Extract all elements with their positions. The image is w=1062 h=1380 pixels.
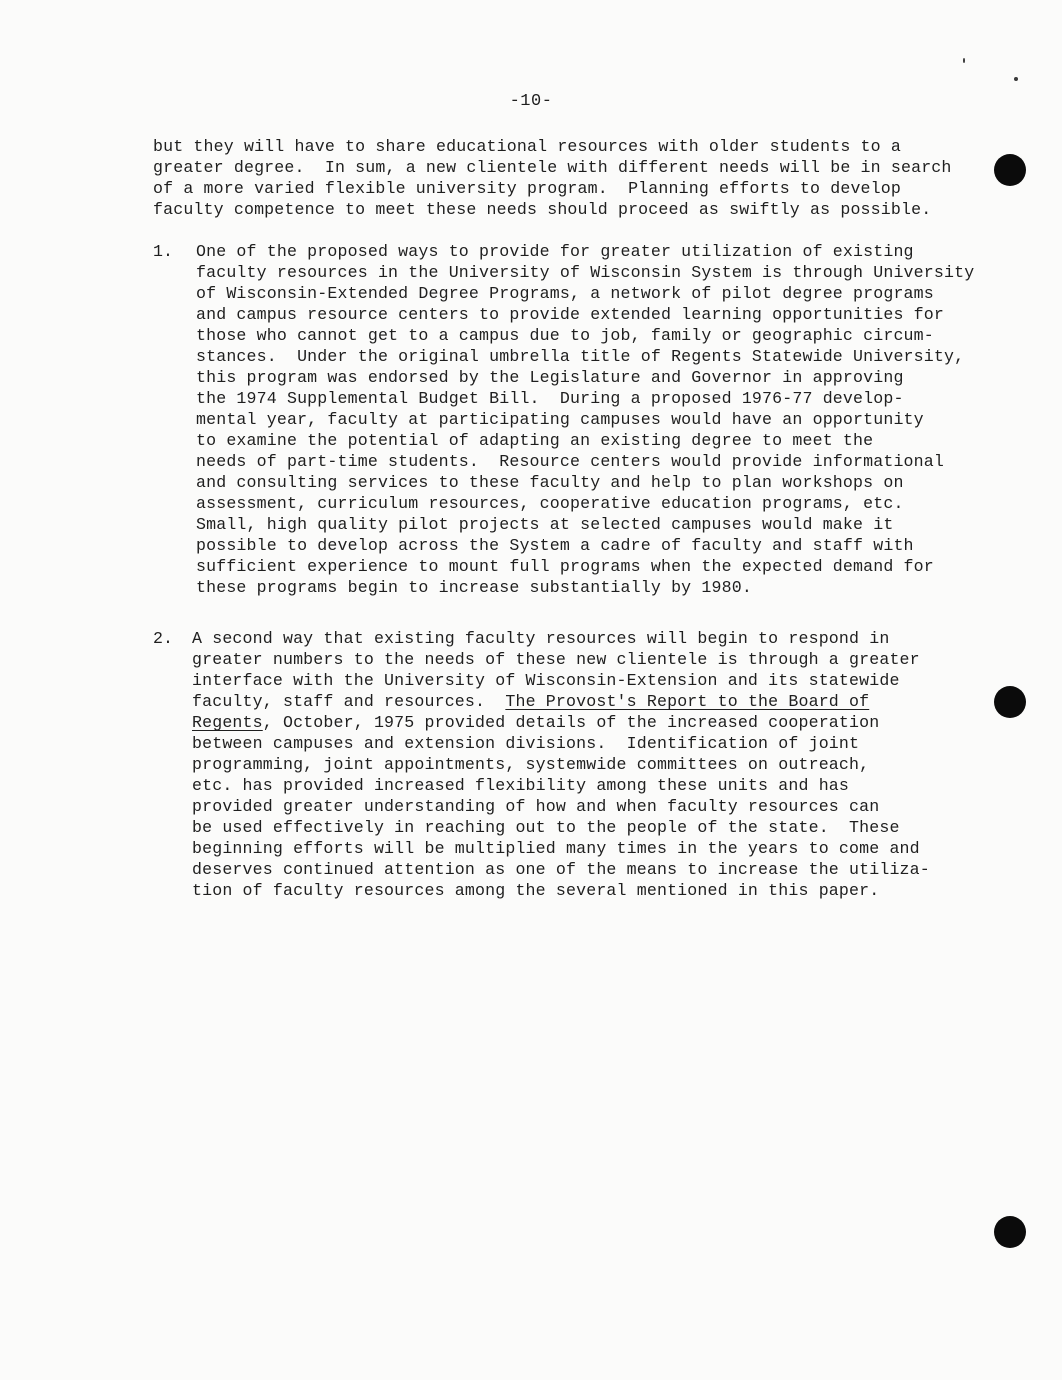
list-item-line: assessment, curriculum resources, cooperative education programs, etc. (196, 494, 904, 513)
list-item-line: possible to develop across the System a cadre of faculty and staff with (196, 536, 914, 555)
list-item-line: mental year, faculty at participating campuses would have an opportunity (196, 410, 924, 429)
list-item-line: Small, high quality pilot projects at selected campuses would make it (196, 515, 894, 534)
list-item-line (192, 691, 869, 712)
list-item-line: this program was endorsed by the Legislature and Governor in approving (196, 368, 904, 387)
punch-hole (994, 1216, 1026, 1248)
list-item-number: 2. (153, 629, 173, 648)
scan-speck (1014, 77, 1018, 81)
list-item-line: faculty resources in the University of Wisconsin System is through University (196, 263, 975, 282)
list-item-line: of Wisconsin-Extended Degree Programs, a network of pilot degree programs (196, 284, 934, 303)
list-item-line: needs of part-time students. Resource centers would provide informational (196, 452, 944, 471)
list-item-line: and consulting services to these faculty and help to plan workshops on (196, 473, 904, 492)
punch-hole (994, 686, 1026, 718)
list-item-line: etc. has provided increased flexibility among these units and has (192, 776, 850, 795)
list-item-number: 1. (153, 242, 173, 261)
list-item-line: beginning efforts will be multiplied many times in the years to come and (192, 839, 920, 858)
list-item-line: sufficient experience to mount full programs when the expected demand for (196, 557, 934, 576)
report-title: Regents (192, 713, 263, 732)
page-number: -10- (509, 92, 553, 111)
intro-line: greater degree. In sum, a new clientele with different needs will be in search (153, 158, 952, 177)
punch-hole (994, 154, 1026, 186)
list-item-line: to examine the potential of adapting an existing degree to meet the (196, 431, 874, 450)
intro-line: faculty competence to meet these needs should proceed as swiftly as possible. (153, 200, 932, 219)
list-item-line: greater numbers to the needs of these new clientele is through a greater (192, 650, 920, 669)
list-item-line: be used effectively in reaching out to the people of the state. These (192, 818, 900, 837)
list-item-line: and campus resource centers to provide extended learning opportunities for (196, 305, 944, 324)
list-item-line: provided greater understanding of how and when faculty resources can (192, 797, 880, 816)
intro-line: of a more varied flexible university program. Planning efforts to develop (153, 179, 901, 198)
list-item-line: interface with the University of Wisconsin-Extension and its statewide (192, 671, 900, 690)
list-item-line: those who cannot get to a campus due to job, family or geographic circum- (196, 326, 934, 345)
list-item-line: One of the proposed ways to provide for greater utilization of existing (196, 242, 914, 261)
line-text: , October, 1975 provided details of the increased cooperation (262, 713, 880, 732)
scan-speck (963, 58, 965, 63)
intro-line: but they will have to share educational resources with older students to a (153, 137, 901, 156)
list-item-line: between campuses and extension divisions. Identification of joint (192, 734, 860, 753)
list-item-line: A second way that existing faculty resources will begin to respond in (192, 629, 890, 648)
line-text: faculty, staff and resources. (192, 692, 506, 711)
list-item-line: these programs begin to increase substantially by 1980. (196, 578, 752, 597)
list-item-line: programming, joint appointments, systemwide committees on outreach, (192, 755, 870, 774)
list-item-line (192, 712, 879, 733)
list-item-line: tion of faculty resources among the several mentioned in this paper. (192, 881, 880, 900)
list-item-line: deserves continued attention as one of the means to increase the utiliza- (192, 860, 930, 879)
report-title: The Provost's Report to the Board of (505, 692, 870, 711)
list-item-line: the 1974 Supplemental Budget Bill. During a proposed 1976-77 develop- (196, 389, 904, 408)
list-item-line: stances. Under the original umbrella title of Regents Statewide University, (196, 347, 965, 366)
